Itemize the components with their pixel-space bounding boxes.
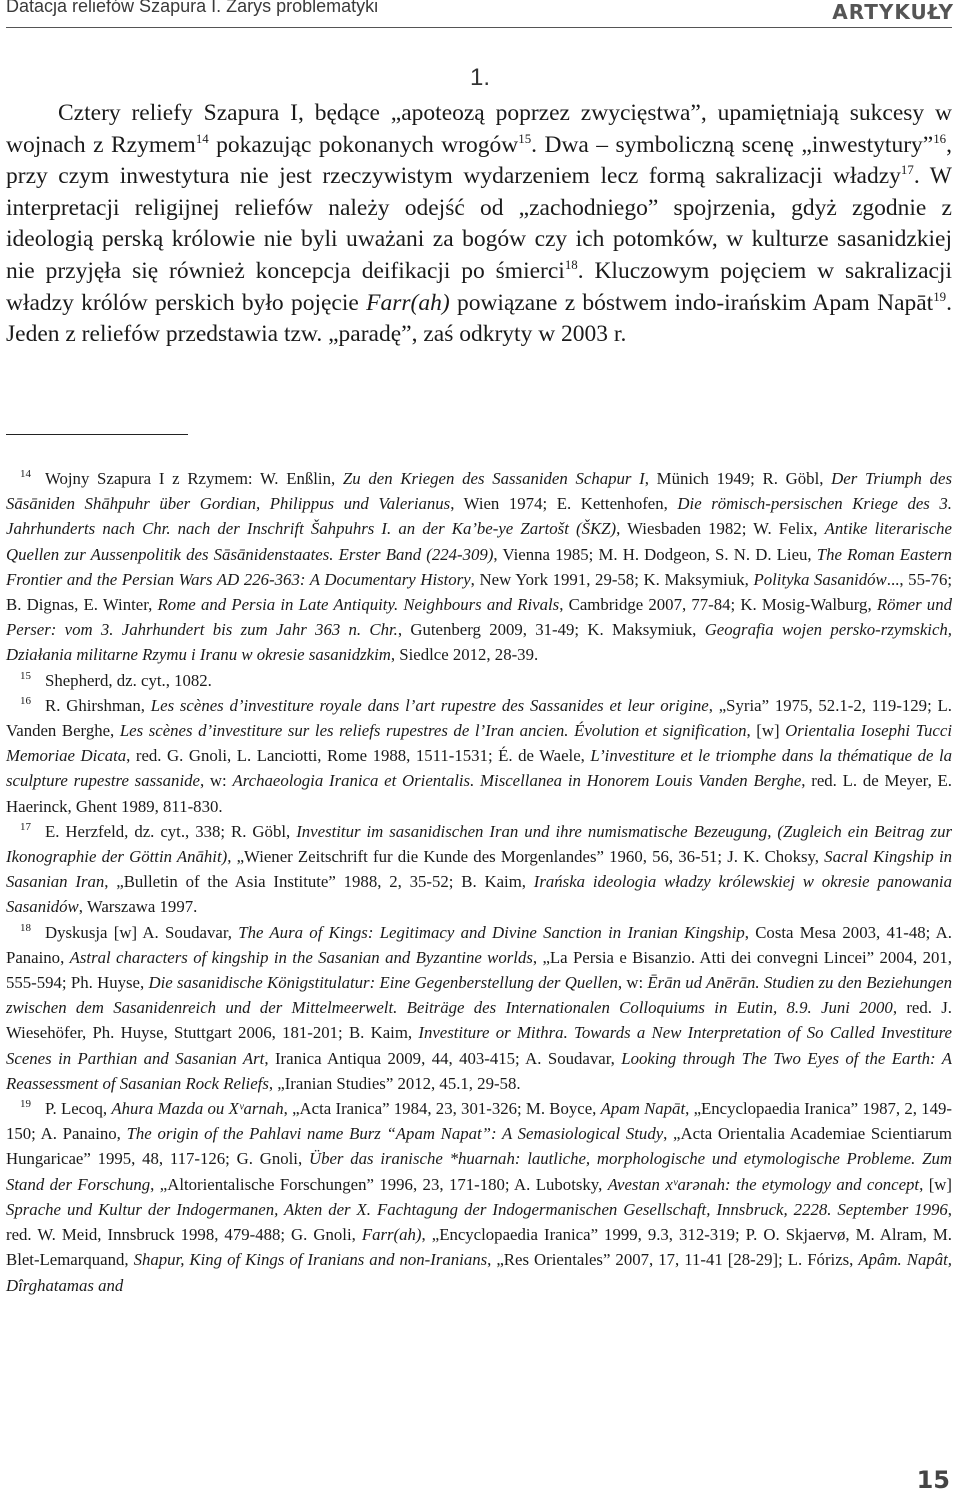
footnote-title: Polityka Sasanidów [753, 569, 887, 589]
footnote-title: Shapur, King of Kings of Iranians and non-Iranians [133, 1250, 488, 1270]
footnote-title: Investiture or Mithra. Towards a New Interpretation of So Called Investiture Scenes in Parthian and Sasanian Art [6, 1023, 952, 1068]
term-farrah: Farr(ah) [366, 289, 450, 316]
footnote-text: , „Syria” 1975, 52.1-2, 119-129; L. Vanden Berghe, [6, 695, 952, 741]
main-text [6, 98, 952, 351]
footnote-text: , [w] [919, 1174, 953, 1194]
footnote-title: The Roman Eastern Frontier and the Persian Wars AD 226-363: A Documentary History [6, 544, 952, 589]
footnote-text: , Wien 1974; E. Kettenhofen, [450, 494, 678, 514]
footnote-ref-18: 18 [564, 257, 578, 273]
footnote-title: Der Triumph des Sāsāniden Shāhpuhr über Gordian, Philippus und Valerianus [6, 469, 952, 514]
footnote-text: , Gutenberg 2009, 31-49; K. Maksymiuk, [397, 620, 705, 640]
running-title: Datacja reliefów Szapura I. Zarys problematyki [6, 0, 379, 16]
footnote-17 [6, 819, 952, 920]
body-text-part: . Dwa – symboliczną scenę „inwestytury” [531, 131, 934, 158]
footnote-title: Die sasanidische Königstitulatur: Eine Gegenberstellung der Quellen [148, 973, 618, 993]
footnote-text: , Münich 1949; R. Göbl, [644, 469, 832, 488]
footnote-text: , „Res Orientales” 2007, 17, 11-41 [28-29]; L. Fórizs, [487, 1250, 859, 1270]
footnote-text: , red. J. Wiesehöfer, Ph. Huyse, Stuttgart 2006, 181-201; B. Kaim, [6, 998, 953, 1043]
footnote-text: , red. G. Gnoli, L. Lanciotti, Rome 1988, 1511-1531; É. de Waele, [126, 746, 591, 766]
footnote-text: , „Acta Iranica” 1984, 23, 301-326; M. Boyce, [283, 1099, 601, 1119]
footnote-text: , w: [617, 973, 648, 993]
footnote-title: Astral characters of kingship in the Sasanian and Byzantine worlds [69, 947, 533, 967]
footnote-title: Über das iranische *huarnah: lautliche, morphologische und etymologische Probleme. Zum Stand der Forschung [6, 1149, 953, 1194]
footnote-text: , „Iranian Studies” 2012, 45.1, 29-58. [268, 1073, 521, 1093]
footnote-title: Looking through The Two Eyes of the Earth: A Reassessment of Sasanian Rock Reliefs [6, 1048, 952, 1093]
footnote-title: Les scènes d’investiture sur les reliefs rupestres de l’Iran ancien. Évolution et signification [119, 721, 747, 741]
footnote-text: ..., 55-76; B. Dignas, E. Winter, [6, 569, 952, 615]
footnote-number: 16 [20, 695, 31, 708]
footnote-text: E. Herzfeld, dz. cyt., 338; R. Göbl, [45, 821, 297, 841]
footnote-15 [6, 668, 952, 693]
body-text-part: powiązane z bóstwem indo-irańskim Apam Napāt [449, 289, 934, 316]
footnote-text: , New York 1991, 29-58; K. Maksymiuk, [470, 569, 754, 589]
footnote-text: , Siedlce 2012, 28-39. [390, 645, 539, 665]
footnote-title: Zu den Kriegen des Sassaniden Schapur I [342, 469, 645, 488]
footnote-number: 14 [20, 468, 31, 481]
footnote-title: Antike literarische Quellen zur Aussenpolitik des Sāsānidenstaates. Erster Band (224-309) [6, 519, 953, 564]
footnote-text: Dyskusja [w] A. Soudavar, [45, 922, 239, 942]
footnote-text: R. Ghirshman, [45, 695, 151, 715]
footnote-title: Apâm. Napât, Dîrghatamas and [6, 1250, 952, 1295]
footnote-text: , red. W. Meid, Innsbruck 1998, 479-488; G. Gnoli, [6, 1199, 952, 1245]
footnote-text: , Warszawa 1997. [78, 897, 198, 917]
footnote-ref-16: 16 [933, 130, 947, 146]
page-header [0, 0, 960, 32]
footnote-number: 17 [20, 821, 31, 834]
section-number: 1. [469, 64, 490, 91]
footnote-number: 18 [20, 922, 31, 935]
footnote-text: , „La Persia e Bisanzio. Atti dei convegni Lincei” 2004, 201, 555-594; Ph. Huyse, [6, 947, 952, 993]
footnote-title: Rome and Persia in Late Antiquity. Neighbours and Rivals [157, 595, 560, 615]
footnote-text: , Iranica Antiqua 2009, 44, 403-415; A. Soudavar, [264, 1048, 622, 1068]
footnote-ref-15: 15 [518, 130, 532, 146]
footnotes [6, 466, 952, 1298]
footnote-text: , „Bulletin of the Asia Institute” 1988, 2, 35-52; B. Kaim, [104, 872, 534, 892]
footnote-text: P. Lecoq, [45, 1099, 112, 1119]
footnote-title: The Aura of Kings: Legitimacy and Divine Sanction in Iranian Kingship [238, 922, 745, 942]
footnote-text: , „Encyclopaedia Iranica” 1999, 9.3, 312-319; P. O. Skjaervø, M. Alram, M. Blet-Lemarquand, [6, 1225, 952, 1270]
footnote-text: , [w] [746, 721, 786, 741]
footnote-number: 15 [20, 670, 31, 683]
footnote-19 [6, 1096, 952, 1298]
footnote-title: Les scènes d’investiture royale dans l’art rupestre des Sassanides et leur origine [150, 695, 709, 715]
header-rule [6, 27, 952, 28]
footnote-number: 19 [20, 1098, 31, 1111]
footnote-text: , Cambridge 2007, 77-84; K. Mosig-Walburg, [559, 595, 877, 615]
footnote-title: L’investiture et le triomphe dans la thématique de la sculpture rupestre sassanide [6, 746, 952, 791]
footnote-text: , red. L. de Meyer, E. Haerinck, Ghent 1989, 811-830. [6, 771, 952, 816]
footnote-text: , „Wiener Zeitschrift fur die Kunde des Morgenlandes” 1960, 56, 36-51; J. K. Choksy, [227, 847, 825, 867]
footnote-title: Sacral Kingship in Sasanian Iran [6, 847, 952, 892]
footnote-title: Orientalia Iosephi Tucci Memoriae Dicata [6, 721, 952, 766]
footnote-text: , „Encyclopaedia Iranica” 1987, 2, 149-150; A. Panaino, [6, 1099, 953, 1144]
footnote-title: Avestan xᵛarənah: the etymology and concept [607, 1174, 920, 1194]
body-text-part: . Kluczowym pojęciem w sakralizacji władzy królów perskich było pojęcie [6, 257, 952, 316]
footnote-text: Shepherd, dz. cyt., 1082. [45, 670, 212, 690]
footnote-ref-14: 14 [195, 130, 209, 146]
footnote-16 [6, 693, 952, 819]
footnote-title: Ahura Mazda ou Xᵛarnah [111, 1099, 284, 1119]
body-text-part: Cztery reliefy Szapura I, będące „apoteozą poprzez zwycięstwa”, upamiętniają sukcesy w wojnach z Rzymem [6, 100, 952, 158]
footnote-ref-17: 17 [900, 162, 914, 178]
footnote-title: Irańska ideologia władzy królewskiej w okresie panowania Sasanidów [6, 872, 952, 917]
footnote-text: Wojny Szapura I z Rzymem: W. Enßlin, [45, 469, 343, 488]
page-number: 15 [916, 1466, 950, 1494]
footnote-text: , Costa Mesa 2003, 41-48; A. Panaino, [6, 922, 952, 967]
footnote-title: Die römisch-persischen Kriege des 3. Jahrhunderts nach Chr. nach der Inschrift Šahpuhrs I. an der Ka’be-ye Zartošt (ŠKZ) [6, 494, 953, 539]
body-paragraph [6, 98, 952, 351]
body-text-part: , przy czym inwestytura nie jest rzeczywistym wydarzeniem lecz formą sakralizacji władzy [6, 131, 952, 190]
footnote-18 [6, 920, 952, 1096]
section-label: ARTYKUŁY [832, 0, 954, 24]
footnote-title: Sprache und Kultur der Indogermanen, Akten der X. Fachtagung der Indogermanischen Gesellschaft, Innsbruck, 2228. September 1996 [6, 1199, 948, 1219]
footnote-14 [6, 466, 952, 668]
footnote-text: , „Altorientalische Forschungen” 1996, 23, 171-180; A. Lubotsky, [150, 1174, 608, 1194]
footnote-title: Investitur im sasanidischen Iran und ihre numismatische Bezeugung, (Zugleich ein Beitrag zur Ikonographie der Göttin Anāhit) [6, 821, 953, 867]
footnote-text: , Wiesbaden 1982; W. Felix, [616, 519, 825, 539]
footnote-text: , Vienna 1985; M. H. Dodgeon, S. N. D. Lieu, [493, 544, 817, 564]
footnote-title: The origin of the Pahlavi name Burz “Apam Napat”: A Semasiological Study [126, 1124, 664, 1144]
footnote-title: Farr(ah) [361, 1225, 422, 1245]
body-text-part: . Jeden z reliefów przedstawia tzw. „paradę”, zaś odkryty w 2003 r. [6, 289, 952, 348]
footnote-ref-19: 19 [933, 288, 947, 304]
footnote-text: , „Acta Orientalia Academiae Scientiarum Hungaricae” 1995, 48, 117-126; G. Gnoli, [6, 1124, 952, 1169]
footnote-title: Römer und Perser: vom 3. Jahrhundert bis zum Jahr 363 n. Chr. [6, 595, 952, 640]
body-text-part: . W interpretacji religijnej reliefów należy odejść od „zachodniego” spojrzenia, gdyż zgodnie z ideologią perską królowie nie byli uważani za bogów czy ich potomków, w kulturze sasanidzkiej nie przyjęła się również koncepcja deifikacji po śmierci [6, 163, 952, 284]
body-text-part: pokazując pokonanych wrogów [208, 131, 519, 158]
footnote-separator [6, 434, 188, 435]
footnote-title: Archaeologia Iranica et Orientalis. Miscellanea in Honorem Louis Vanden Berghe [232, 771, 802, 791]
footnote-text: , w: [199, 771, 233, 791]
footnote-title: Geografia wojen persko-rzymskich, Działania militarne Rzymu i Iranu w okresie sasanidzkim [6, 620, 952, 665]
footnote-title: Ērān ud Anērān. Studien zu den Beziehungen zwischen dem Sasanidenreich und der Mittelmeerwelt. Beiträge des Internationalen Colloquiums in Eutin, 8.9. Juni 2000 [6, 973, 952, 1018]
footnote-title: Apam Napāt [600, 1099, 686, 1119]
